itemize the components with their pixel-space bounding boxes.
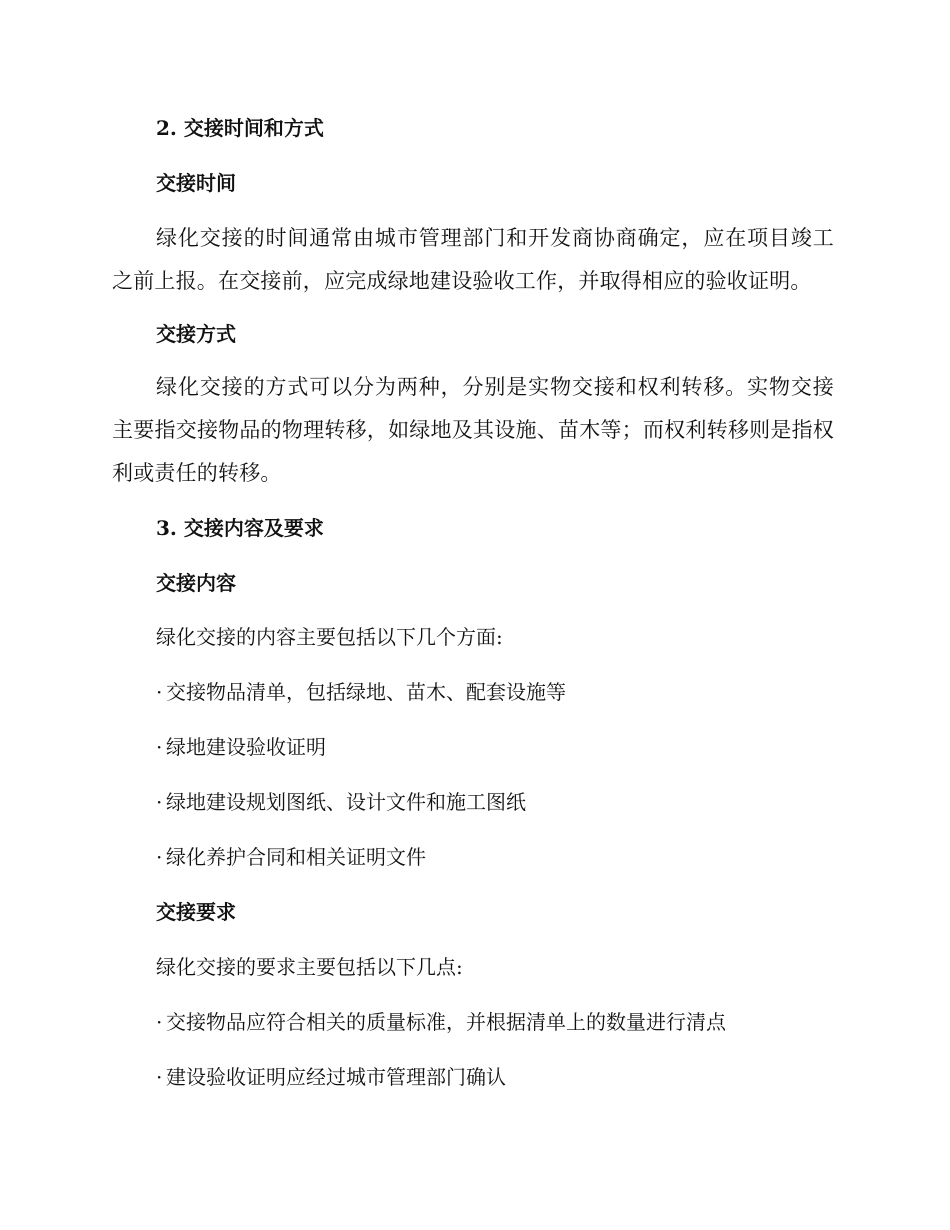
list-item	[156, 1063, 506, 1091]
bullet-marker: ·	[156, 680, 163, 704]
list-item	[156, 843, 426, 871]
list-item	[156, 733, 326, 761]
content-heading: 交接内容	[156, 571, 236, 595]
content-item-4: 绿化养护合同和相关证明文件	[166, 845, 426, 869]
bullet-marker: ·	[156, 845, 163, 869]
bullet-marker: ·	[156, 1065, 163, 1089]
list-item	[156, 788, 526, 816]
bullet-marker: ·	[156, 790, 163, 814]
requirement-heading: 交接要求	[156, 900, 236, 924]
content-item-2: 绿地建设验收证明	[166, 735, 326, 759]
requirement-intro: 绿化交接的要求主要包括以下几点:	[156, 955, 463, 979]
method-heading: 交接方式	[156, 322, 236, 346]
content-item-3: 绿地建设规划图纸、设计文件和施工图纸	[166, 790, 526, 814]
bullet-marker: ·	[156, 735, 163, 759]
requirement-item-1: 交接物品应符合相关的质量标准，并根据清单上的数量进行清点	[166, 1010, 726, 1034]
section-2-title: 2. 交接时间和方式	[156, 116, 324, 140]
list-item	[156, 1008, 726, 1036]
content-item-1: 交接物品清单，包括绿地、苗木、配套设施等	[166, 680, 566, 704]
requirement-item-2: 建设验收证明应经过城市管理部门确认	[166, 1065, 506, 1089]
method-paragraph: 绿化交接的方式可以分为两种，分别是实物交接和权利转移。实物交接主要指交接物品的物理转移，如绿地及其设施、苗木等；而权利转移则是指权利或责任的转移。	[112, 375, 834, 485]
content-intro: 绿化交接的内容主要包括以下几个方面:	[156, 625, 503, 649]
time-heading: 交接时间	[156, 171, 236, 195]
section-3-title: 3. 交接内容及要求	[156, 516, 324, 540]
list-item	[156, 678, 566, 706]
bullet-marker: ·	[156, 1010, 163, 1034]
time-paragraph: 绿化交接的时间通常由城市管理部门和开发商协商确定，应在项目竣工之前上报。在交接前，应完成绿地建设验收工作，并取得相应的验收证明。	[112, 226, 834, 293]
